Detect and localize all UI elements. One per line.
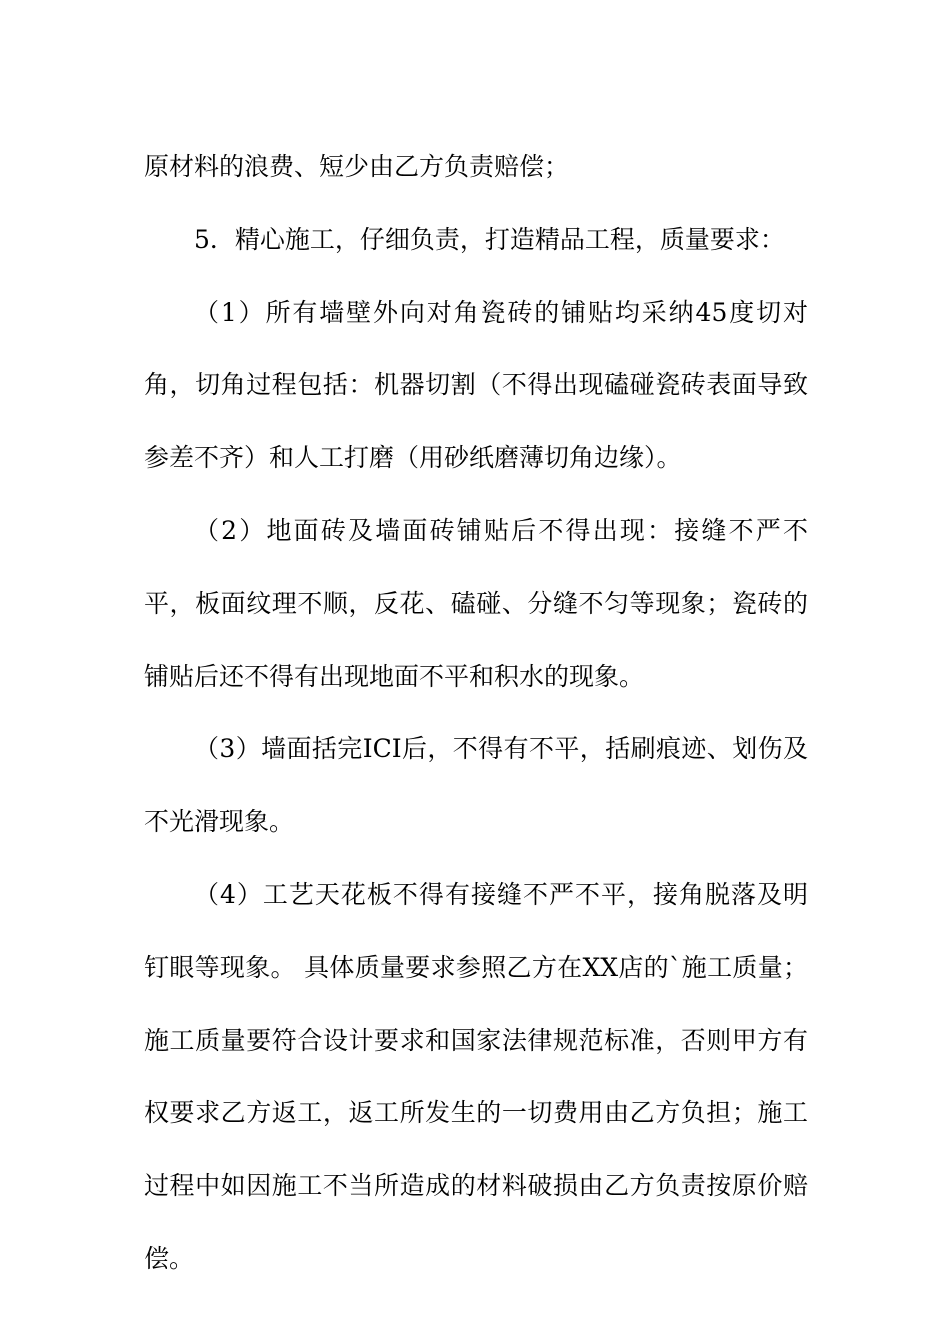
paragraph-item-5: 5．精心施工，仔细负责，打造精品工程，质量要求： [194, 224, 785, 254]
paragraph-continuation: 原材料的浪费、短少由乙方负责赔偿； [144, 152, 570, 181]
paragraph-subitem-3: （3）墙面括完ICI后，不得有不平，括刷痕迹、划伤及不光滑现象。 [144, 734, 808, 837]
paragraph-subitem-2: （2）地面砖及墙面砖铺贴后不得出现：接缝不严不平，板面纹理不顺，反花、磕碰、分缝不匀等现象；瓷砖的铺贴后还不得有出现地面不平和积水的现象。 [144, 515, 808, 691]
paragraph-subitem-1: （1）所有墙壁外向对角瓷砖的铺贴均采纳45度切对角，切角过程包括：机器切割（不得出现磕碰瓷砖表面导致参差不齐）和人工打磨（用砂纸磨薄切角边缘）。 [144, 297, 808, 473]
paragraph-subitem-4: （4）工艺天花板不得有接缝不严不平，接角脱落及明钉眼等现象。 具体质量要求参照乙方在XX店的`施工质量；施工质量要符合设计要求和国家法律规范标准，否则甲方有权要求乙方返工，返工所发生的一切费用由乙方负担；施工过程中如因施工不当所造成的材料破损由乙方负责按原价赔偿。 [144, 879, 808, 1273]
document-body [144, 131, 808, 1296]
